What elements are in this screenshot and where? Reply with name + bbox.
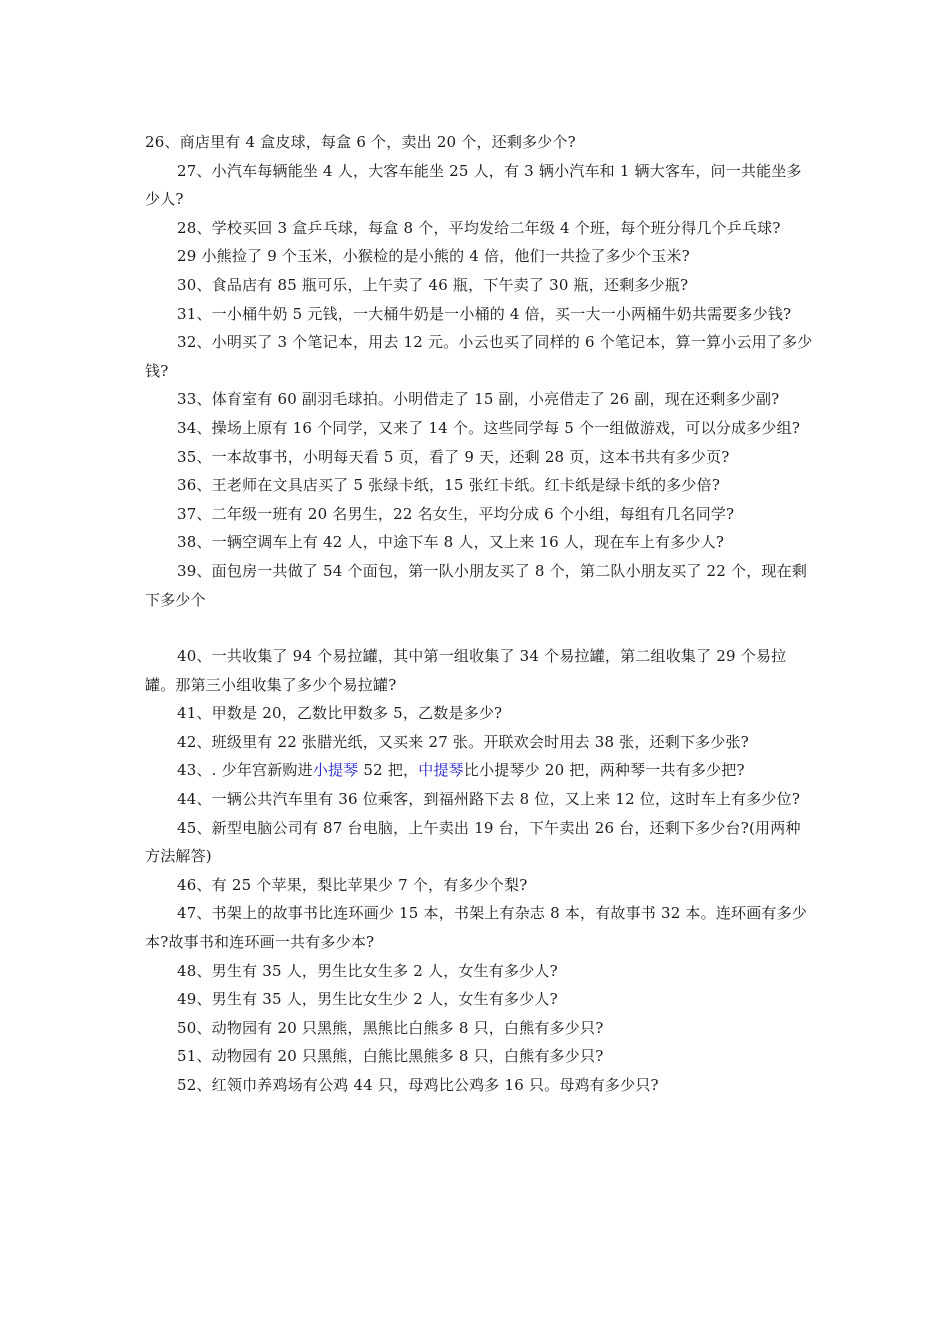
problem-34: 34、操场上原有 16 个同学，又来了 14 个。这些同学每 5 个一组做游戏，可以分成多少组? (177, 418, 801, 437)
problem-47: 47、书架上的故事书比连环画少 15 本，书架上有杂志 8 本，有故事书 32 本。连环画有多少本?故事书和连环画一共有多少本? (145, 904, 808, 952)
problem-37: 37、二年级一班有 20 名男生，22 名女生，平均分成 6 个小组，每组有几名同学? (177, 504, 735, 523)
problem-44: 44、一辆公共汽车里有 36 位乘客，到福州路下去 8 位，又上来 12 位，这时车上有多少位? (177, 790, 801, 809)
problem-46: 46、有 25 个苹果，梨比苹果少 7 个，有多少个梨? (177, 875, 528, 894)
viola-link[interactable]: 中提琴 (418, 761, 464, 780)
problem-41: 41、甲数是 20，乙数比甲数多 5，乙数是多少? (177, 704, 503, 723)
problem-48: 48、男生有 35 人，男生比女生多 2 人，女生有多少人? (177, 961, 558, 980)
problem-33: 33、体育室有 60 副羽毛球拍。小明借走了 15 副，小亮借走了 26 副，现在还剩多少副? (177, 390, 780, 409)
problem-43 (145, 756, 813, 785)
problem-32: 32、小明买了 3 个笔记本，用去 12 元。小云也买了同样的 6 个笔记本，算一算小云用了多少钱? (145, 333, 813, 380)
problem-43-middle: 52 把， (358, 761, 419, 780)
problem-51: 51、动物园有 20 只黑熊，白熊比黑熊多 8 只，白熊有多少只? (177, 1047, 604, 1066)
problem-30: 30、食品店有 85 瓶可乐，上午卖了 46 瓶，下午卖了 30 瓶，还剩多少瓶? (177, 275, 689, 294)
problem-40: 40、一共收集了 94 个易拉罐，其中第一组收集了 34 个易拉罐，第二组收集了 29 个易拉罐。那第三小组收集了多少个易拉罐? (145, 647, 787, 694)
problem-35: 35、一本故事书，小明每天看 5 页，看了 9 天，还剩 28 页，这本书共有多少页? (177, 447, 730, 466)
problem-36: 36、王老师在文具店买了 5 张绿卡纸，15 张红卡纸。红卡纸是绿卡纸的多少倍? (177, 476, 721, 495)
violin-link[interactable]: 小提琴 (312, 761, 359, 780)
problem-49: 49、男生有 35 人，男生比女生少 2 人，女生有多少人? (177, 990, 558, 1009)
problem-26: 26、商店里有 4 盒皮球，每盒 6 个，卖出 20 个，还剩多少个? (145, 133, 576, 151)
problem-29: 29 小熊捡了 9 个玉米，小猴检的是小熊的 4 倍，他们一共捡了多少个玉米? (177, 247, 690, 266)
problem-43-suffix: 比小提琴少 20 把，两种琴一共有多少把? (463, 761, 745, 780)
problem-45: 45、新型电脑公司有 87 台电脑，上午卖出 19 台，下午卖出 26 台，还剩下多少台?(用两种方法解答) (145, 818, 801, 866)
problem-43-prefix: 43、. 少年宫新购进 (177, 761, 313, 780)
problem-39: 39、面包房一共做了 54 个面包，第一队小朋友买了 8 个，第二队小朋友买了 22 个，现在剩下多少个 (145, 561, 808, 609)
paragraph-gap (145, 614, 813, 642)
problem-28: 28、学校买回 3 盒乒乓球，每盒 8 个，平均发给二年级 4 个班，每个班分得几个乒乓球? (177, 218, 781, 237)
problem-27: 27、小汽车每辆能坐 4 人，大客车能坐 25 人，有 3 辆小汽车和 1 辆大客车，问一共能坐多少人? (145, 161, 802, 209)
problem-31: 31、一小桶牛奶 5 元钱，一大桶牛奶是一小桶的 4 倍，买一大一小两桶牛奶共需要多少钱? (177, 304, 792, 323)
problem-52: 52、红领巾养鸡场有公鸡 44 只，母鸡比公鸡多 16 只。母鸡有多少只? (177, 1076, 659, 1094)
problem-list (145, 128, 813, 1100)
problem-38: 38、一辆空调车上有 42 人，中途下车 8 人，又上来 16 人，现在车上有多少人? (177, 533, 725, 552)
problem-50: 50、动物园有 20 只黑熊，黑熊比白熊多 8 只，白熊有多少只? (177, 1018, 604, 1037)
problem-42: 42、班级里有 22 张腊光纸，又买来 27 张。开联欢会时用去 38 张，还剩下多少张? (177, 732, 750, 751)
